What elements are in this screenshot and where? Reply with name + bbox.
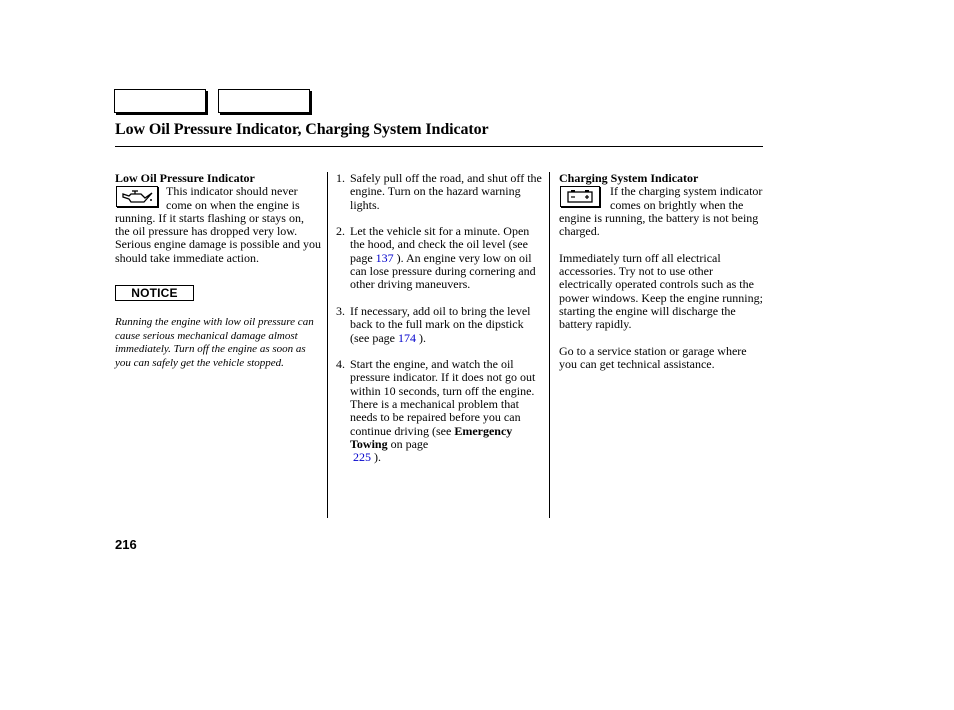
step-text: ). An engine very low on oil can lose pressure during cornering and other driving maneuvers.	[350, 250, 536, 292]
page-title: Low Oil Pressure Indicator, Charging System Indicator	[115, 121, 489, 138]
left-column	[115, 172, 321, 370]
spacer	[559, 332, 763, 345]
notice-text: Running the engine with low oil pressure can cause serious mechanical damage almost immediately. Turn off the engine as soon as you can safely get the vehicle stopped.	[115, 316, 314, 369]
column-divider	[549, 172, 550, 518]
page-link-225[interactable]: 225	[353, 450, 371, 465]
middle-column	[336, 172, 544, 478]
page-number: 216	[115, 537, 137, 552]
step-text: on page	[387, 436, 429, 451]
emergency-towing-ref: Emergency Towing	[350, 423, 513, 451]
list-item	[336, 305, 544, 345]
step-text: Start the engine, and watch the oil pressure indicator. If it does not go out within 10 seconds, turn off the engine. There is a mechanical problem that needs to be repaired before you can continue driving (see	[350, 357, 536, 438]
page-link-174[interactable]: 174	[397, 330, 416, 345]
page-link-137[interactable]: 137	[375, 250, 394, 265]
step-text: ).	[415, 330, 426, 345]
step-number: 2.	[336, 224, 345, 239]
section-heading-oil: Low Oil Pressure Indicator	[115, 171, 255, 185]
nav-button-index[interactable]	[218, 89, 310, 113]
right-column	[559, 172, 763, 371]
step-text: Let the vehicle sit for a minute. Open the hood, and check the oil level (see page	[350, 224, 530, 265]
nav-button-main-menu[interactable]	[114, 89, 206, 113]
step-text: Safely pull off the road, and shut off the engine. Turn on the hazard warning lights.	[350, 171, 542, 212]
step-text: ).	[371, 450, 381, 465]
oil-body-text: This indicator should never come on when the engine is running. If it starts flashing or stays on, the oil pressure has dropped very low. Serious engine damage is possible and you should take immediate action.	[115, 184, 321, 265]
step-number: 3.	[336, 303, 345, 318]
charging-text-2: Immediately turn off all electrical accessories. Try not to use other electrically operated controls such as the power windows. Keep the engine running; starting the engine will discharge the battery rapidly.	[559, 250, 763, 332]
column-divider	[327, 172, 328, 518]
step-text: If necessary, add oil to bring the level back to the full mark on the dipstick (see page	[350, 303, 531, 345]
list-item	[336, 172, 544, 212]
step-number: 4.	[336, 357, 345, 372]
list-item	[336, 225, 544, 291]
title-divider	[115, 146, 763, 147]
notice-label: NOTICE	[115, 285, 194, 301]
charging-text-3: Go to a service station or garage where you can get technical assistance.	[559, 343, 747, 372]
oil-can-icon	[116, 186, 158, 207]
list-item	[336, 358, 544, 464]
steps-list	[336, 172, 544, 465]
charging-text-1: If the charging system indicator comes on brightly when the engine is running, the battery is not being charged.	[559, 184, 763, 239]
spacer	[559, 238, 763, 251]
step-number: 1.	[336, 171, 345, 185]
battery-icon	[560, 186, 600, 207]
section-heading-charging: Charging System Indicator	[559, 171, 699, 185]
